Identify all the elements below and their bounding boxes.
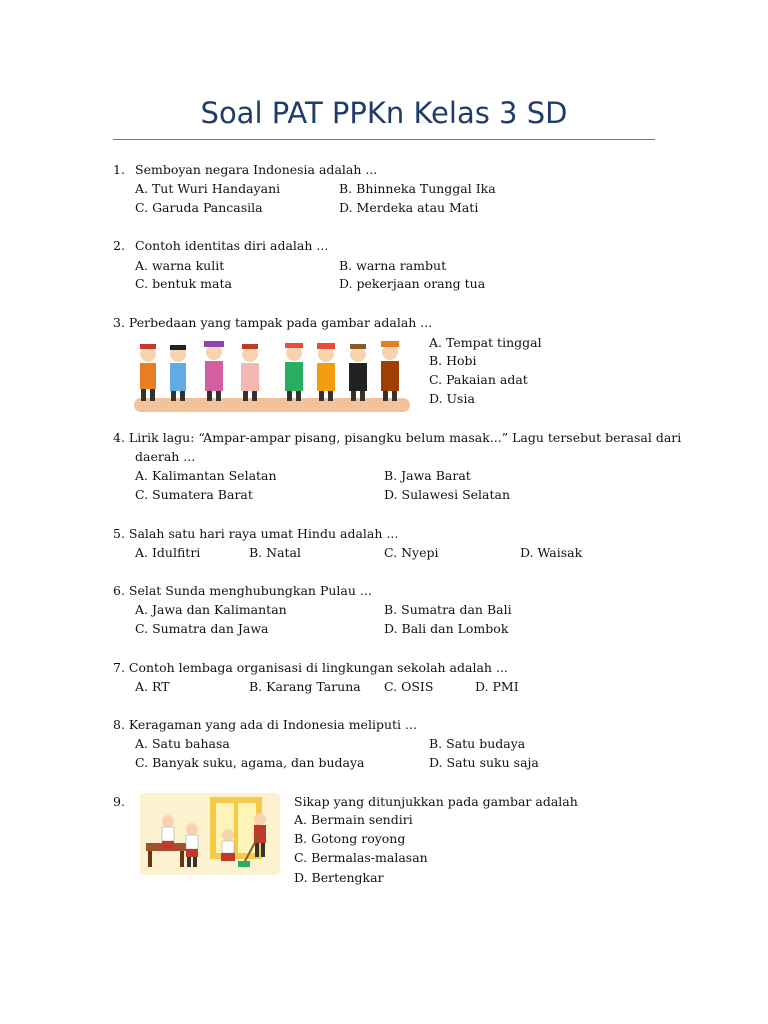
option-a: A. Jawa dan Kalimantan xyxy=(135,602,287,617)
option-d: D. pekerjaan orang tua xyxy=(339,276,486,291)
page-title: Soal PAT PPKn Kelas 3 SD xyxy=(200,96,568,130)
option-b: B. warna rambut xyxy=(339,258,447,273)
option-c: C. Banyak suku, agama, dan budaya xyxy=(135,755,365,770)
option-d: D. Satu suku saja xyxy=(429,755,539,770)
option-a: A. warna kulit xyxy=(135,258,225,273)
option-a: A. Kalimantan Selatan xyxy=(135,468,277,483)
question-number: 2. xyxy=(113,238,125,253)
question-number: 1. xyxy=(113,162,125,177)
option-c: C. Nyepi xyxy=(384,545,439,560)
question-text-continued: daerah ... xyxy=(135,449,196,464)
traditional-clothing-illustration xyxy=(134,336,410,412)
gotong-royong-classroom-illustration xyxy=(140,793,280,875)
question-number: 9. xyxy=(113,794,125,809)
option-b: B. Jawa Barat xyxy=(384,468,471,483)
option-b: B. Karang Taruna xyxy=(249,679,361,694)
title-underline xyxy=(113,139,655,140)
student-3 xyxy=(221,829,235,861)
option-d: D. Bali dan Lombok xyxy=(384,621,509,636)
option-d: D. Merdeka atau Mati xyxy=(339,200,479,215)
option-c: C. OSIS xyxy=(384,679,434,694)
option-a: A. Tempat tinggal xyxy=(429,335,542,350)
option-b: B. Bhinneka Tunggal Ika xyxy=(339,181,496,196)
option-c: C. bentuk mata xyxy=(135,276,232,291)
child-figure-7 xyxy=(349,344,367,401)
question-text: 3. Perbedaan yang tampak pada gambar adalah ... xyxy=(113,315,433,330)
option-b: B. Hobi xyxy=(429,353,477,368)
question-text: Semboyan negara Indonesia adalah ... xyxy=(135,162,378,177)
question-text: Contoh identitas diri adalah ... xyxy=(135,238,329,253)
option-c: C. Sumatra dan Jawa xyxy=(135,621,269,636)
child-figure-1 xyxy=(140,344,156,401)
option-b: B. Sumatra dan Bali xyxy=(384,602,512,617)
child-figure-2 xyxy=(170,345,186,401)
child-figure-8 xyxy=(381,341,399,401)
option-c: C. Garuda Pancasila xyxy=(135,200,263,215)
child-figure-6 xyxy=(317,343,335,401)
option-d: D. Waisak xyxy=(520,545,583,560)
option-d: D. Sulawesi Selatan xyxy=(384,487,511,502)
question-text: 4. Lirik lagu: “Ampar-ampar pisang, pisangku belum masak...” Lagu tersebut berasal dari xyxy=(113,430,682,445)
option-d: D. PMI xyxy=(475,679,519,694)
option-c: C. Bermalas-malasan xyxy=(294,850,428,865)
option-a: A. Satu bahasa xyxy=(135,736,230,751)
student-1 xyxy=(162,815,174,849)
option-a: A. Idulfitri xyxy=(135,545,201,560)
question-text: 5. Salah satu hari raya umat Hindu adalah ... xyxy=(113,526,399,541)
option-b: B. Gotong royong xyxy=(294,831,406,846)
option-a: A. RT xyxy=(135,679,170,694)
child-figure-5 xyxy=(285,343,303,401)
question-text: Sikap yang ditunjukkan pada gambar adalah xyxy=(294,794,578,809)
child-figure-4 xyxy=(241,344,259,401)
question-text: 7. Contoh lembaga organisasi di lingkungan sekolah adalah ... xyxy=(113,660,508,675)
option-c: C. Pakaian adat xyxy=(429,372,528,387)
option-b: B. Satu budaya xyxy=(429,736,526,751)
option-d: D. Usia xyxy=(429,391,475,406)
option-c: C. Sumatera Barat xyxy=(135,487,253,502)
question-text: 6. Selat Sunda menghubungkan Pulau ... xyxy=(113,583,372,598)
option-b: B. Natal xyxy=(249,545,301,560)
option-a: A. Bermain sendiri xyxy=(294,812,413,827)
option-d: D. Bertengkar xyxy=(294,870,384,885)
question-text: 8. Keragaman yang ada di Indonesia meliputi ... xyxy=(113,717,417,732)
option-a: A. Tut Wuri Handayani xyxy=(135,181,281,196)
child-figure-3 xyxy=(204,341,224,401)
